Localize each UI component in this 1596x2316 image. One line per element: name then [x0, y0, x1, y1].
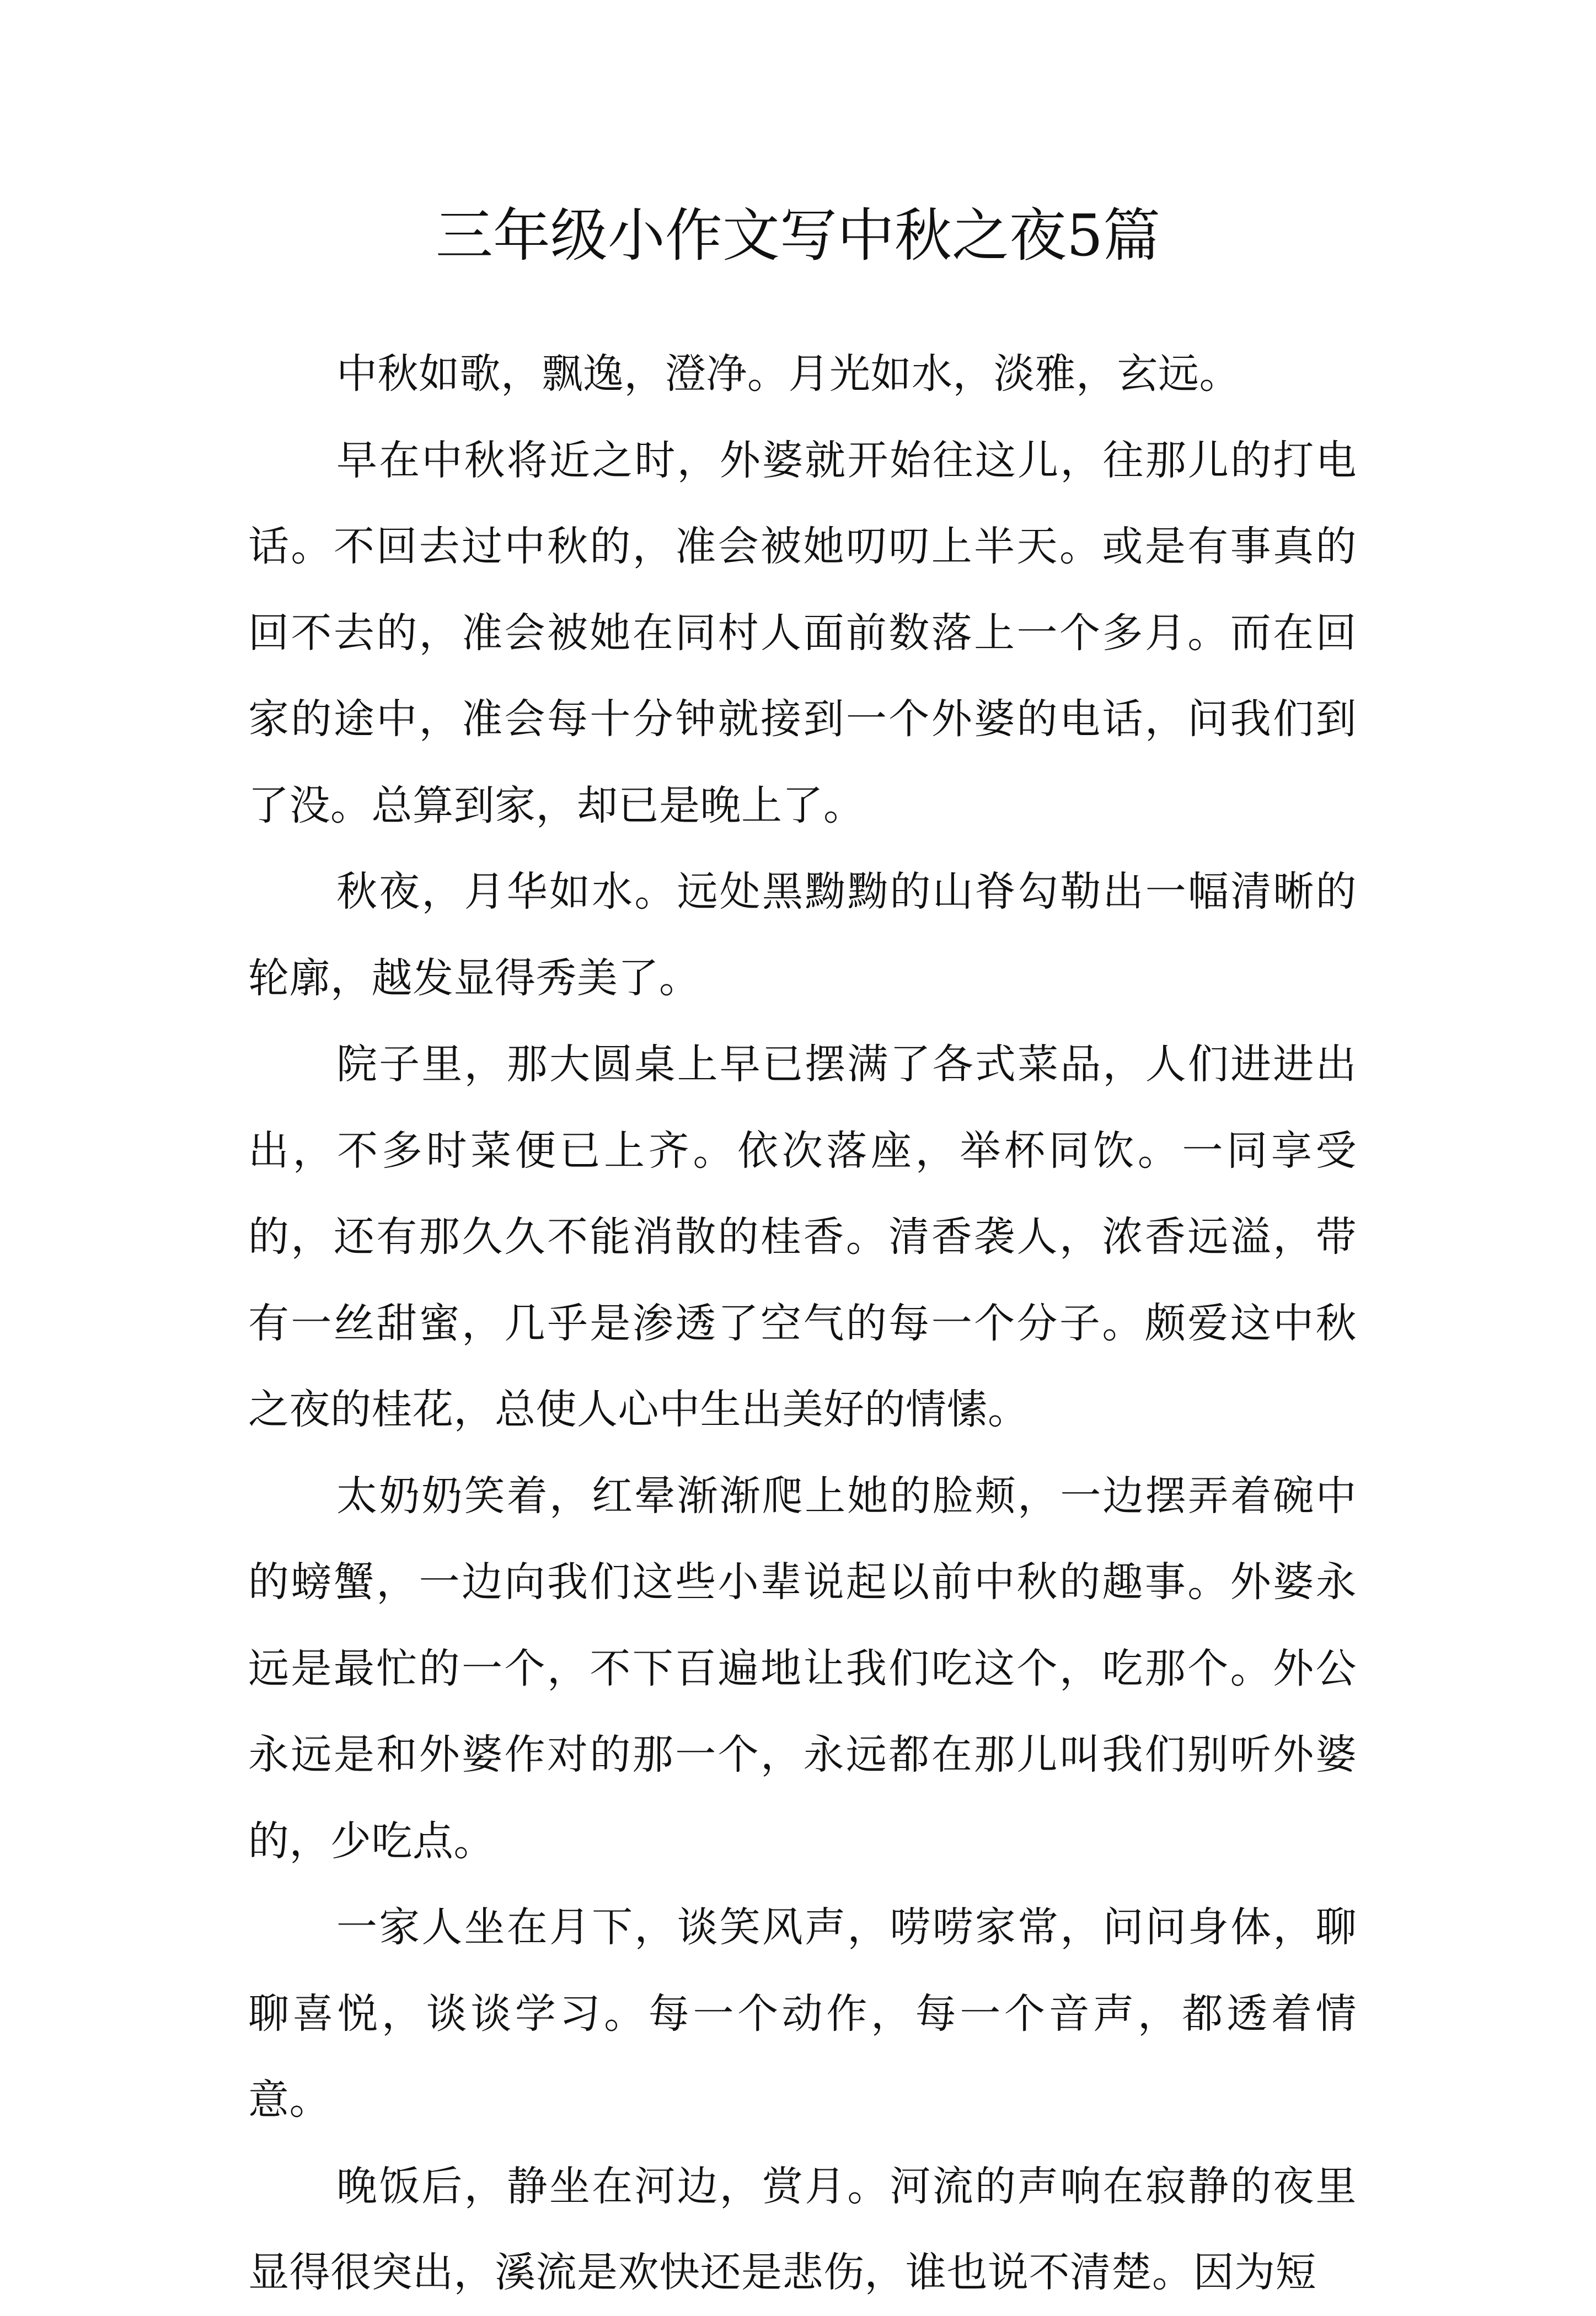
paragraph: 太奶奶笑着，红晕渐渐爬上她的脸颊，一边摆弄着碗中的螃蟹，一边向我们这些小辈说起以前中秋的趣事。外婆永远是最忙的一个，不下百遍地让我们吃这个，吃那个。外公永远是和外婆作对的那一个，永远都在那儿叫我们别听外婆的，少吃点。	[248, 1472, 1357, 1865]
paragraph: 秋夜，月华如水。远处黑黝黝的山脊勾勒出一幅清晰的轮廓，越发显得秀美了。	[248, 868, 1357, 1002]
paragraph: 院子里，那大圆桌上早已摆满了各式菜品，人们进进出出，不多时菜便已上齐。依次落座，举杯同饮。一同享受的，还有那久久不能消散的桂香。清香袭人，浓香远溢，带有一丝甜蜜，几乎是渗透了空气的每一个分子。颇爱这中秋之夜的桂花，总使人心中生出美好的情愫。	[248, 1041, 1357, 1433]
document-title: 三年级小作文写中秋之夜5篇	[435, 202, 1161, 269]
paragraph: 中秋如歌，飘逸，澄净。月光如水，淡雅，玄远。	[336, 350, 1240, 398]
paragraph: 早在中秋将近之时，外婆就开始往这儿，往那儿的打电话。不回去过中秋的，准会被她叨叨上半天。或是有事真的回不去的，准会被她在同村人面前数落上一个多月。而在回家的途中，准会每十分钟就接到一个外婆的电话，问我们到了没。总算到家，却已是晚上了。	[248, 436, 1357, 829]
paragraph: 一家人坐在月下，谈笑风声，唠唠家常，问问身体，聊聊喜悦，谈谈学习。每一个动作，每一个音声，都透着情意。	[248, 1904, 1357, 2124]
paragraph: 晚饭后，静坐在河边，赏月。河流的声响在寂静的夜里显得很突出，溪流是欢快还是悲伤，谁也说不清楚。因为短	[248, 2162, 1357, 2296]
document-body	[248, 331, 1357, 2316]
